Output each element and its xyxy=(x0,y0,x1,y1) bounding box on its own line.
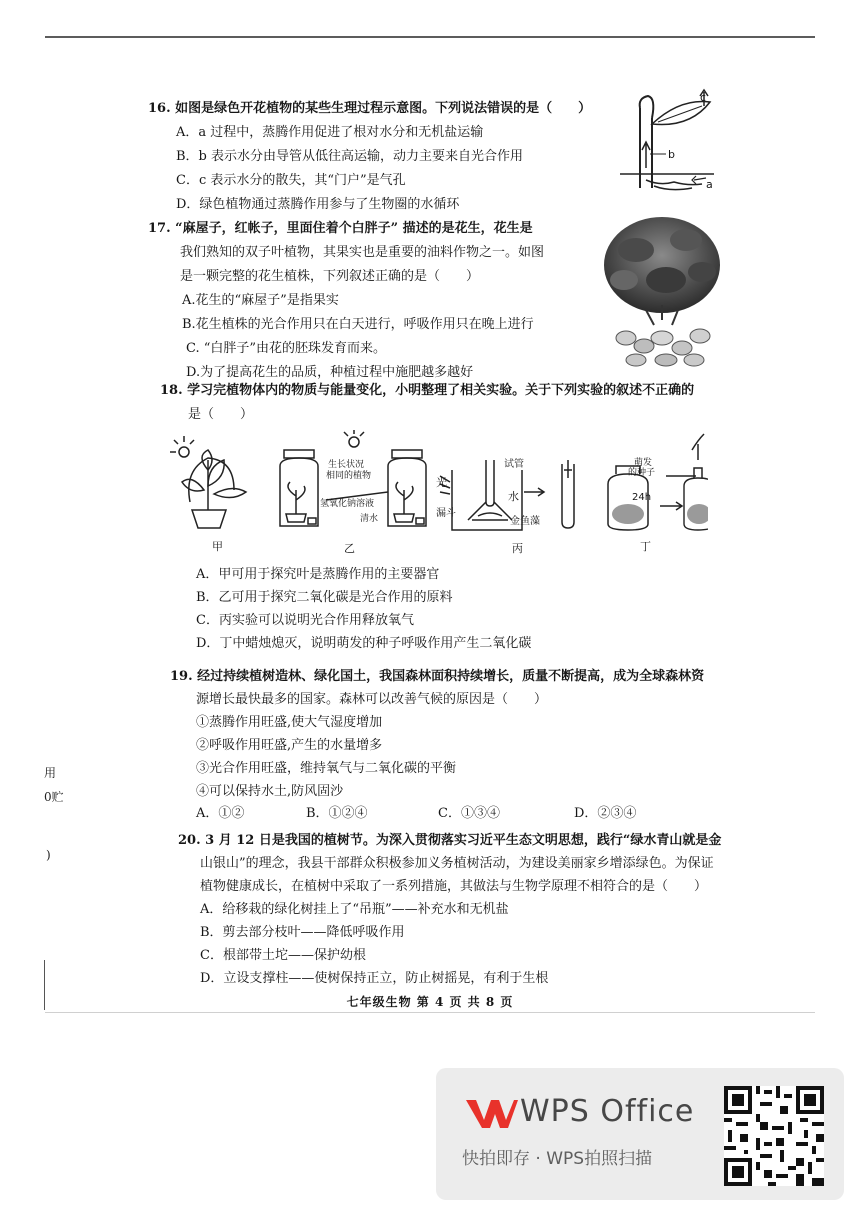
wps-logo-icon xyxy=(464,1096,518,1132)
q18-bing-tube-label: 试管 xyxy=(504,459,524,470)
q19-statement-4: ④可以保持水土,防风固沙 xyxy=(196,784,344,799)
margin-fragment-1: 用 xyxy=(44,766,57,780)
q18-ding-seed-label2: 的种子 xyxy=(628,468,656,478)
q16-option-c: C．c 表示水分的散失，其“门户”是气孔 xyxy=(176,173,406,188)
q18-stem-line1: 18. 学习完植物体内的物质与能量变化，小明整理了相关实验。关于下列实验的叙述不正确的 xyxy=(160,383,695,398)
wps-brand-name: WPS Office xyxy=(520,1094,695,1129)
q16-stem: 16. 如图是绿色开花植物的某些生理过程示意图。下列说法错误的是（ ） xyxy=(148,101,592,116)
peanut-plant-image xyxy=(596,210,728,370)
q16-option-d: D．绿色植物通过蒸腾作用参与了生物圈的水循环 xyxy=(176,197,460,212)
q19-statement-2: ②呼吸作用旺盛,产生的水量增多 xyxy=(196,738,383,753)
q18-bing-light-label: 光 xyxy=(436,476,447,489)
bottom-rule xyxy=(45,1012,815,1013)
margin-fragment-2: 0贮 xyxy=(44,790,64,804)
q18-yi-label1: 生长状况 xyxy=(328,460,365,470)
q17-option-c: C. “白胖子”由花的胚珠发育而来。 xyxy=(186,341,387,356)
q19-option-b: B．①②④ xyxy=(306,806,368,821)
q18-stem-line2: 是（ ） xyxy=(188,407,254,422)
q18-caption-bing: 丙 xyxy=(512,542,523,555)
q16-option-b: B．b 表示水分由导管从低往高运输，动力主要来自光合作用 xyxy=(176,149,524,164)
q17-stem-line1: 17. “麻屋子，红帐子，里面住着个白胖子” 描述的是花生，花生是 xyxy=(148,221,533,236)
page-footer: 七年级生物 第 4 页 共 8 页 xyxy=(346,995,514,1009)
wps-subtitle: 快拍即存 · WPS拍照扫描 xyxy=(462,1149,653,1169)
q20-option-d: D．立设支撑柱——使树保持正立，防止树摇晃，有利于生根 xyxy=(200,971,549,986)
q18-ding-seed-label1: 萌发 xyxy=(634,458,653,468)
q19-option-c: C．①③④ xyxy=(438,806,500,821)
q18-bing-water-label: 水 xyxy=(508,490,519,503)
q18-caption-ding: 丁 xyxy=(640,540,651,553)
q16-label-c: c xyxy=(700,91,707,104)
q20-option-b: B．剪去部分枝叶——降低呼吸作用 xyxy=(200,925,405,940)
q17-option-d: D.为了提高花生的品质，种植过程中施肥越多越好 xyxy=(186,365,474,380)
q20-option-c: C．根部带土坨——保护幼根 xyxy=(200,948,366,963)
q19-stem-line1: 19. 经过持续植树造林、绿化国土，我国森林面积持续增长，质量不断提高，成为全球森林资 xyxy=(170,669,705,684)
q19-statement-3: ③光合作用旺盛，维持氧气与二氧化碳的平衡 xyxy=(196,761,457,776)
top-rule xyxy=(45,36,815,38)
q20-option-a: A．给移栽的绿化树挂上了“吊瓶”——补充水和无机盐 xyxy=(200,902,509,917)
q18-option-b: B．乙可用于探究二氧化碳是光合作用的原料 xyxy=(196,590,453,605)
q17-option-a: A.花生的“麻屋子”是指果实 xyxy=(182,293,339,308)
q20-stem-line2: 山银山”的理念，我县干部群众积极参加义务植树活动，为建设美丽家乡增添绿色。为保证 xyxy=(200,856,714,871)
q20-stem-line3: 植物健康成长，在植树中采取了一系列措施，其做法与生物学原理不相符合的是（ ） xyxy=(200,879,708,894)
q18-yi-label2: 相同的植物 xyxy=(326,471,372,481)
q19-option-d: D．②③④ xyxy=(574,806,637,821)
q19-statement-1: ①蒸腾作用旺盛,使大气湿度增加 xyxy=(196,715,383,730)
q18-bing-alga-label: 金鱼藻 xyxy=(510,516,540,527)
q18-yi-water-label: 清水 xyxy=(360,514,379,524)
q16-option-a: A．a 过程中，蒸腾作用促进了根对水分和无机盐运输 xyxy=(176,125,484,140)
q17-stem-line2: 我们熟知的双子叶植物，其果实也是重要的油料作物之一。如图 xyxy=(180,245,545,260)
q17-stem-line3: 是一颗完整的花生植株，下列叙述正确的是（ ） xyxy=(180,269,480,284)
q18-bing-funnel-label: 漏斗 xyxy=(436,508,456,519)
margin-fragment-3: ) xyxy=(46,848,51,862)
q19-option-a: A．①② xyxy=(196,806,245,821)
qr-code-icon xyxy=(724,1086,824,1186)
q18-ding-time-label: 24h xyxy=(632,492,652,503)
q18-option-d: D．丁中蜡烛熄灭，说明萌发的种子呼吸作用产生二氧化碳 xyxy=(196,636,532,651)
q18-caption-yi: 乙 xyxy=(344,542,355,555)
q18-option-c: C．丙实验可以说明光合作用释放氧气 xyxy=(196,613,414,628)
q16-plant-figure xyxy=(610,88,720,196)
q18-option-a: A．甲可用于探究叶是蒸腾作用的主要器官 xyxy=(196,567,440,582)
q18-yi-naoh-label: 氢氧化钠溶液 xyxy=(320,499,375,509)
q17-option-b: B.花生植株的光合作用只在白天进行，呼吸作用只在晚上进行 xyxy=(182,317,534,332)
q19-stem-line2: 源增长最快最多的国家。森林可以改善气候的原因是（ ） xyxy=(196,692,548,707)
q16-label-b: b xyxy=(668,148,675,161)
q18-caption-jia: 甲 xyxy=(212,540,223,553)
q20-stem-line1: 20. 3 月 12 日是我国的植树节。为深入贯彻落实习近平生态文明思想，践行“绿水青山就是金 xyxy=(178,833,722,848)
q16-label-a: a xyxy=(706,178,713,191)
